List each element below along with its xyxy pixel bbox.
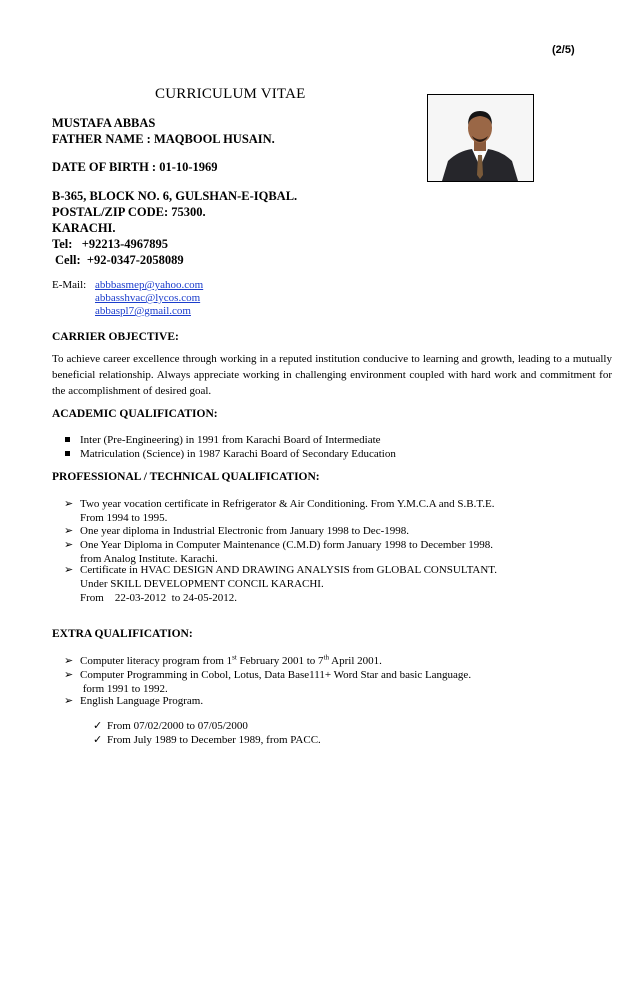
arrow-bullet-icon: ➢ [64, 695, 74, 707]
ordinal-suffix: st [232, 653, 237, 662]
professional-heading: PROFESSIONAL / TECHNICAL QUALIFICATION: [52, 471, 320, 483]
arrow-bullet-icon: ➢ [64, 525, 74, 537]
square-bullet-icon [65, 437, 70, 442]
square-bullet-icon [65, 451, 70, 456]
candidate-name: MUSTAFA ABBAS [52, 116, 156, 130]
professional-item-line: Certificate in HVAC DESIGN AND DRAWING ANALYSIS from GLOBAL CONSULTANT. [80, 564, 497, 576]
professional-item-line: from Analog Institute. Karachi. [80, 553, 218, 565]
academic-item-text: Matriculation (Science) in 1987 Karachi Board of Secondary Education [80, 448, 396, 460]
arrow-bullet-icon: ➢ [64, 539, 74, 551]
father-name: FATHER NAME : MAQBOOL HUSAIN. [52, 132, 275, 146]
email-link-1[interactable]: abbbasmep@yahoo.com [95, 279, 204, 291]
extra-item [64, 653, 382, 668]
telephone: Tel: +92213-4967895 [52, 237, 169, 251]
email-link-3[interactable]: abbaspl7@gmail.com [95, 305, 191, 317]
professional-item [64, 524, 409, 538]
objective-heading: CARRIER OBJECTIVE: [52, 331, 179, 343]
professional-item-line: Two year vocation certificate in Refrigerator & Air Conditioning. From Y.M.C.A and S.B.T.E. [80, 498, 495, 510]
profile-photo [427, 94, 534, 182]
document-title: CURRICULUM VITAE [155, 86, 306, 102]
academic-heading: ACADEMIC QUALIFICATION: [52, 408, 218, 420]
page-number: (2/5) [552, 44, 575, 56]
extra-item-text: April 2001. [329, 655, 382, 667]
extra-item-line: Computer Programming in Cobol, Lotus, Data Base111+ Word Star and basic Language. [80, 669, 472, 681]
professional-item-line: Under SKILL DEVELOPMENT CONCIL KARACHI. [80, 578, 324, 590]
arrow-bullet-icon: ➢ [64, 655, 74, 667]
extra-sub-item-text: From July 1989 to December 1989, from PACC. [107, 734, 321, 746]
extra-sub-item [93, 733, 321, 747]
portrait-image [428, 95, 533, 181]
extra-sub-item [93, 719, 248, 733]
date-of-birth: DATE OF BIRTH : 01-10-1969 [52, 160, 218, 174]
professional-item-line: From 1994 to 1995. [80, 512, 168, 524]
ordinal-suffix: th [323, 653, 330, 662]
address-city: KARACHI. [52, 221, 116, 235]
professional-item [64, 497, 495, 525]
extra-item-text: February 2001 to 7 [236, 655, 324, 667]
academic-item [80, 433, 381, 447]
extra-item [64, 694, 204, 708]
email-label: E-Mail: [52, 279, 87, 291]
extra-sub-item-text: From 07/02/2000 to 07/05/2000 [107, 720, 248, 732]
academic-item [80, 447, 396, 461]
address-line-2: POSTAL/ZIP CODE: 75300. [52, 205, 206, 219]
extra-heading: EXTRA QUALIFICATION: [52, 628, 193, 640]
professional-item-line: One year diploma in Industrial Electronic from January 1998 to Dec-1998. [80, 525, 409, 537]
professional-item [64, 538, 494, 566]
checkmark-icon: ✓ [93, 734, 103, 746]
address-line-1: B-365, BLOCK NO. 6, GULSHAN-E-IQBAL. [52, 189, 298, 203]
professional-item [64, 563, 497, 605]
arrow-bullet-icon: ➢ [64, 669, 74, 681]
professional-item-line: From 22-03-2012 to 24-05-2012. [80, 592, 238, 604]
objective-text: To achieve career excellence through working in a reputed institution conducive to learning and growth, leading to a mutually beneficial relationship. Always appreciate working in challenging environment coupled with hard work and commitment for the accomplishment of desired goal. [52, 353, 612, 397]
extra-item [64, 668, 472, 696]
extra-item-text: Computer literacy program from 1 [80, 655, 233, 667]
email-link-2[interactable]: abbasshvac@lycos.com [95, 292, 201, 304]
professional-item-line: One Year Diploma in Computer Maintenance (C.M.D) form January 1998 to December 1998. [80, 539, 494, 551]
extra-item-text: English Language Program. [80, 695, 204, 707]
checkmark-icon: ✓ [93, 720, 103, 732]
arrow-bullet-icon: ➢ [64, 564, 74, 576]
extra-item-line: form 1991 to 1992. [80, 683, 168, 695]
academic-item-text: Inter (Pre-Engineering) in 1991 from Karachi Board of Intermediate [80, 434, 381, 446]
cellphone: Cell: +92-0347-2058089 [55, 253, 184, 267]
arrow-bullet-icon: ➢ [64, 498, 74, 510]
